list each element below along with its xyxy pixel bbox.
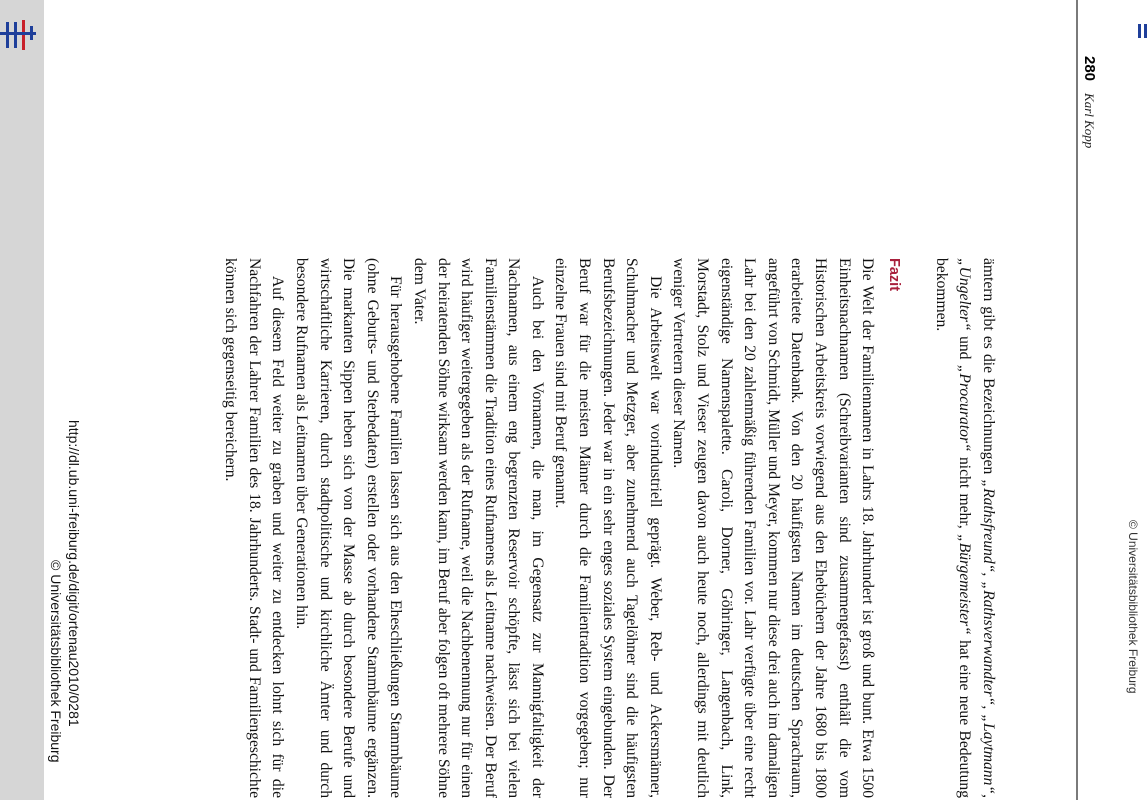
page-number: 280 bbox=[1081, 56, 1098, 82]
paragraph: Auf diesem Feld weiter zu graben und weiter zu entdecken lohnt sich für die Nachfahren der Lahrer Familien des 18. Jahrhunderts. Stadt- und Familiengeschichte können sich gegenseitig bereichern. bbox=[222, 258, 287, 798]
paragraph: Die Arbeitswelt war vorindustriell geprägt. Weber, Reb- und Ackersmänner, Schuhmacher und Metzger, aber zunehmend auch Tagelöhner sind die häufigsten Berufsbezeichnungen. Jeder war in ein sehr enges soziales System eingebunden. Der Beruf war für die meisten Männer durch die Familientradition vorgegeben; nur einzelne Frauen sind mit Beruf genannt. bbox=[552, 258, 664, 798]
paragraph: Für herausgehobene Familien lassen sich aus den Eheschließungen Stammbäume (ohne Geburts- und Sterbedaten) erstellen oder vorhandene Stammbäume ergänzen. Die markanten Sippen heben sich von der Masse ab durch besondere Berufe und wirtschaftliche Karrieren, durch stadtpolitische und kirchliche Ämter und durch besondere Rufnamen als Leitnamen über Generationen hin. bbox=[292, 258, 405, 798]
lead-paragraph: ämtern gibt es die Bezeichnungen „Rathsfreund“, „Rathsverwandter“, „Laytmann“, „Ungelter“ und „Procurator“ nicht mehr, „Bürgemeister“ hat eine neue Bedeutung bekommen. bbox=[932, 258, 997, 798]
footer-copyright: © Universitätsbibliothek Freiburg bbox=[48, 560, 64, 763]
ub-freiburg-logo-icon bbox=[1136, 22, 1148, 40]
side-strip-text: © Universitätsbibliothek Freiburg bbox=[1126, 520, 1140, 694]
document-page bbox=[44, 0, 1076, 800]
footer-url[interactable]: http://dl.ub.uni-freiburg.de/digit/ortenau2010/0281 bbox=[66, 420, 82, 727]
paragraph: Auch bei den Vornamen, die man, im Gegensatz zur Mannigfaltigkeit der Nachnamen, aus einem eng begrenzten Reservoir schöpfte, lässt sich bei vielen Familienstämmen die Tradition eines Rufnamens als Leitname nachweisen. Der Beruf wird häufiger weitergegeben als der Rufname, weil die Nachbenennung nur für einen der heiratenden Söhne wirksam werden kann, im Beruf aber folgen oft mehrere Söhne dem Vater. bbox=[410, 258, 546, 798]
viewer-left-margin bbox=[0, 0, 44, 800]
running-author: Karl Kopp bbox=[1082, 93, 1097, 149]
paragraph: Die Welt der Familiennamen in Lahrs 18. Jahrhundert ist groß und bunt. Etwa 1500 Einheitsnachnamen (Schreibvarianten sind zusammengefasst) enthält die vom Historischen Arbeitskreis vorwiegend aus den Ehebüchern der Jahre 1680 bis 1800 erarbeitete Datenbank. Von den 20 häufigsten Namen im deutschen Sprachraum, angeführt von Schmidt, Müller und Meyer, kommen nur diese drei auch im damaligen Lahr bei den 20 zahlenmäßig führenden Familien vor. Lahr verfügte über eine recht eigenständige Namenspalette. Caroli, Dorner, Göhringer, Langenbach, Link, Morstadt, Stolz und Vieser zeugen davon auch heute noch, allerdings mit deutlich weniger Vertretern dieser Namen. bbox=[670, 258, 877, 798]
body-text bbox=[219, 258, 1000, 798]
section-heading: Fazit bbox=[886, 258, 903, 292]
ub-freiburg-logo-icon bbox=[0, 18, 40, 52]
running-header bbox=[1068, 56, 1098, 256]
